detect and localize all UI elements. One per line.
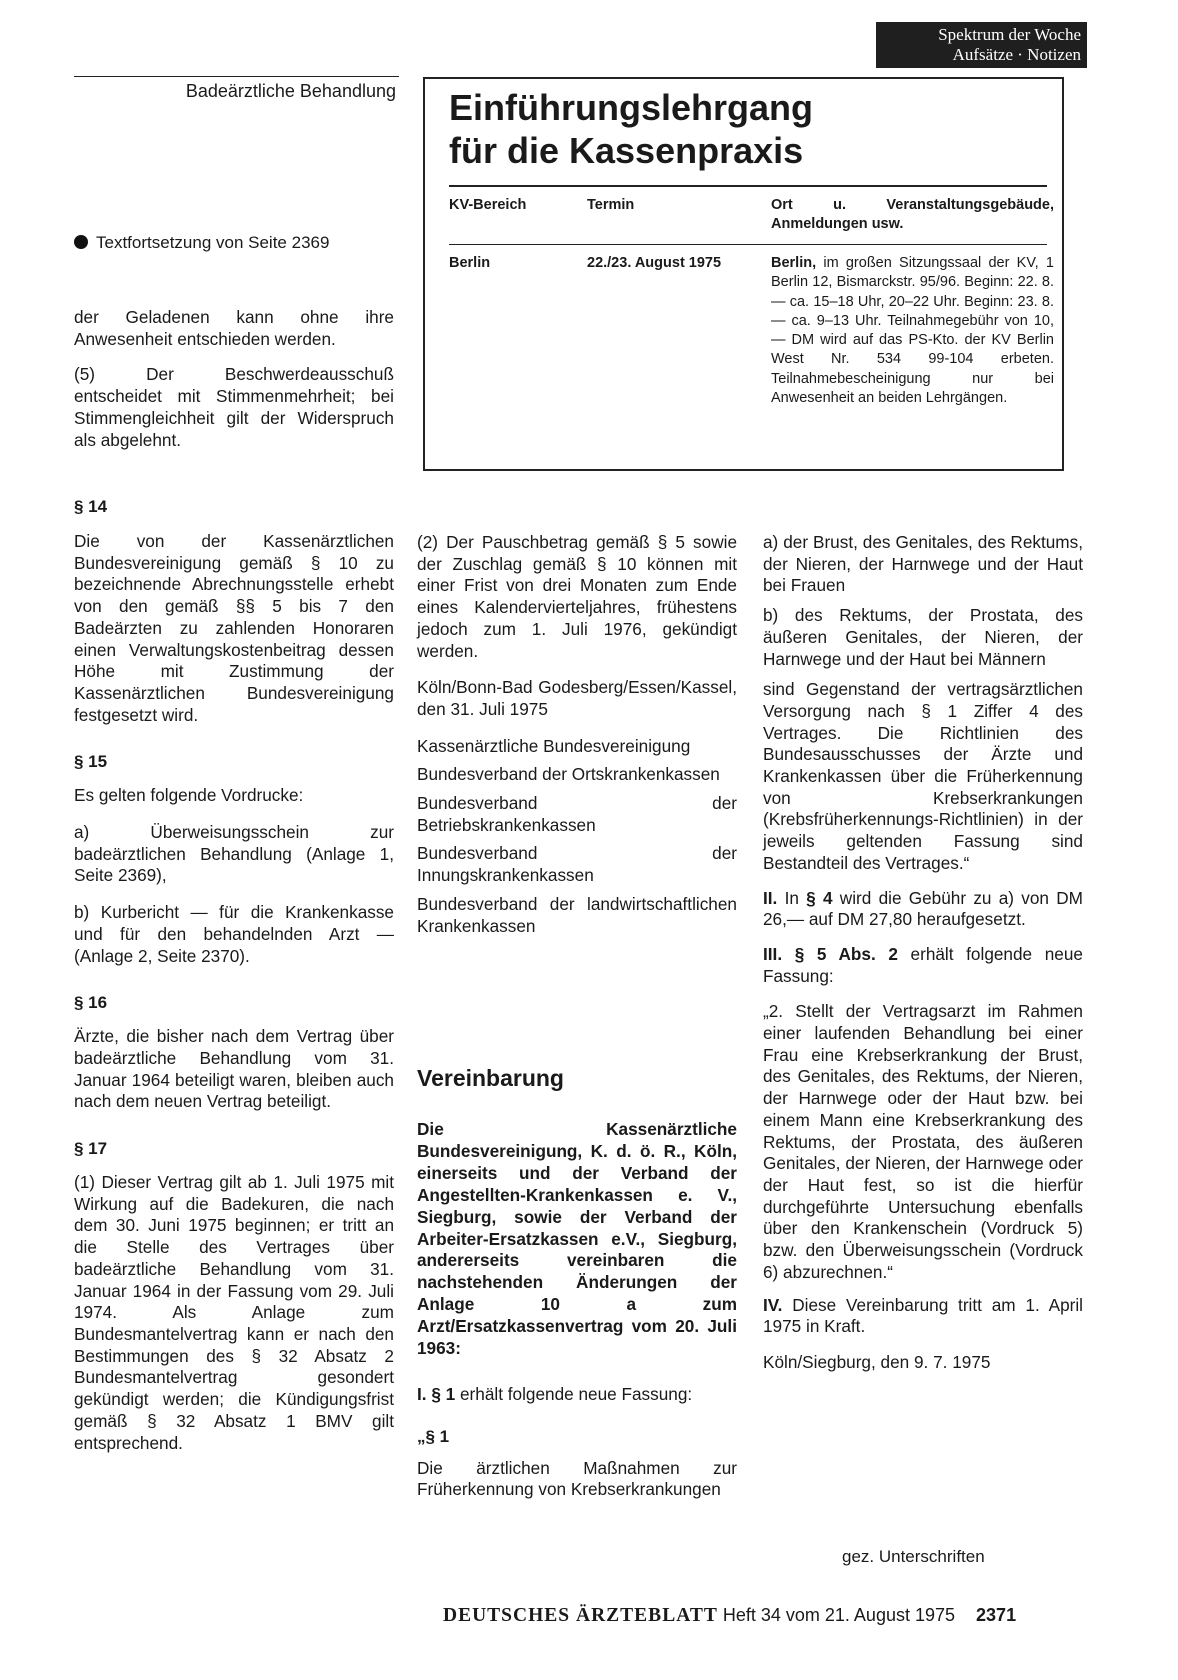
s15-intro: Es gelten folgende Vordrucke: xyxy=(74,785,304,806)
item-iii-text: erhält folgende neue Fassung: xyxy=(763,943,1083,986)
page-number: 2371 xyxy=(976,1605,1017,1625)
item-b-maenner: b) des Rektums, der Prostata, des äußeren Genitales, der Nieren, der Harnwege und der Haut bei Männern xyxy=(763,605,1083,669)
org-innungskrankenkassen: Bundesverband der Innungskrankenkassen xyxy=(417,843,737,886)
item-i-number: I. § 1 xyxy=(417,1383,456,1404)
left-para-1: der Geladenen kann ohne ihre Anwesenheit entschieden werden. xyxy=(74,307,394,349)
heading-s15: § 15 xyxy=(74,752,108,772)
heading-s16: § 16 xyxy=(74,993,108,1013)
course-title-line2: für die Kassenpraxis xyxy=(449,130,804,171)
middle-upper xyxy=(417,532,737,937)
col-head-ort: Ort u. Veranstaltungsgebäude, Anmeldungen usw. xyxy=(771,197,1054,232)
header-rule xyxy=(74,76,399,77)
page-footer xyxy=(443,1604,1093,1627)
item-i xyxy=(417,1384,737,1406)
item-ii-text: wird die Gebühr zu a) von DM 26,— auf DM 27,80 heraufgesetzt. xyxy=(763,887,1083,930)
item-iii-number: III. § 5 Abs. 2 xyxy=(763,943,898,964)
item-a-frauen: a) der Brust, des Genitales, des Rektums, der Nieren, der Harnwege und der Haut bei Frauen xyxy=(763,532,1083,596)
s16-text: Ärzte, die bisher nach dem Vertrag über badeärztliche Behandlung vom 31. Januar 1964 beteiligt waren, bleiben auch nach dem neuen Vertrag beteiligt. xyxy=(74,1026,394,1112)
middle-place-date: Köln/Bonn-Bad Godesberg/Essen/Kassel, den 31. Juli 1975 xyxy=(417,677,737,719)
box-rule-header xyxy=(449,244,1047,245)
item-iii-quote: „2. Stellt der Vertragsarzt im Rahmen einer laufenden Behandlung bei einer Frau eine Krebserkrankung der Brust, des Genitales, des Rektums, der Nieren, der Harnwege oder der Haut bzw. bei einem Mann eine Krebserkrankung des Rektums, der Prostata, des äußeren Genitales, der Nieren, der Harnwege oder der Haut fest, so ist die hierfür durchgeführte Untersuchung ebenfalls über den Krankenschein (Vordruck 5) bzw. den Überweisungsschein (Vordruck 6) abzurechnen.“ xyxy=(763,1001,1083,1282)
journal-name: DEUTSCHES ÄRZTEBLATT xyxy=(443,1605,718,1626)
middle-para-1: (2) Der Pauschbetrag gemäß § 5 sowie der Zuschlag gemäß § 10 können mit einer Frist von drei Monaten zum Ende eines Kalendervierteljahres, frühestens jedoch zum 1. Juli 1976, gekündigt werden. xyxy=(417,532,737,661)
item-i-text: erhält folgende neue Fassung: xyxy=(455,1383,693,1404)
bullet-icon xyxy=(74,235,88,249)
signature-note: gez. Unterschriften xyxy=(842,1547,985,1566)
item-ii-in: In xyxy=(777,887,807,908)
left-upper xyxy=(74,307,394,451)
s15-item-a: a) Überweisungsschein zur badeärztlichen Behandlung (Anlage 1, Seite 2369), xyxy=(74,822,394,886)
course-title-line1: Einführungslehrgang xyxy=(449,87,813,128)
row-bereich: Berlin xyxy=(449,255,491,271)
col-head-termin: Termin xyxy=(587,197,635,213)
section-tag xyxy=(876,22,1087,68)
para-gegenstand: sind Gegenstand der vertragsärztlichen Versorgung nach § 1 Ziffer 4 des Vertrages. Die Richtlinien des Bundesausschusses der Ärzte und Krankenkassen über die Früherkennung von Krebserkrankungen (Krebsfrüherkennungs-Richtlinien) in der jeweils geltenden Fassung sind Bestandteil des Vertrages.“ xyxy=(763,679,1083,873)
section-tag-line1: Spektrum der Woche xyxy=(938,25,1081,44)
left-para-2: (5) Der Beschwerdeausschuß entscheidet mit Stimmenmehrheit; bei Stimmengleichheit gilt der Widerspruch als abgelehnt. xyxy=(74,364,394,450)
item-iv-text: Diese Vereinbarung tritt am 1. April 1975 in Kraft. xyxy=(763,1294,1083,1337)
col-head-bereich: KV-Bereich xyxy=(449,197,527,213)
item-iv-number: IV. xyxy=(763,1294,783,1315)
s17-text: (1) Dieser Vertrag gilt ab 1. Juli 1975 mit Wirkung auf die Badekuren, die nach dem 30. Juni 1975 beginnen; er tritt an die Stelle des Vertrages über badeärztliche Behandlung vom 31. Januar 1964 in der Fassung vom 29. Juli 1974. Als Anlage zum Bundesmantelvertrag kann er nach den Bestimmungen des § 32 Absatz 2 Bundesmantelvertrag gesondert gekündigt werden; die Kündigungsfrist gemäß § 32 Absatz 1 BMV gilt entsprechend. xyxy=(74,1172,394,1453)
course-box-title xyxy=(449,86,1049,172)
left-lower xyxy=(74,496,394,1454)
row-ort xyxy=(771,254,1054,408)
issue-info: Heft 34 vom 21. August 1975 xyxy=(722,1605,956,1625)
section-tag-line2: Aufsätze · Notizen xyxy=(952,45,1081,64)
right-column xyxy=(763,532,1083,1374)
agreement-intro: Die Kassenärztliche Bundesvereinigung, K. d. ö. R., Köln, einerseits und der Verband der Angestellten-Krankenkassen e. V., Siegburg, sowie der Verband der Arbeiter-Ersatzkassen e.V., Siegburg, andererseits vereinbaren die nachstehenden Änderungen der Anlage 10 a zum Arzt/Ersatzkassenvertrag vom 20. Juli 1963: xyxy=(417,1119,737,1359)
row-ort-text: im großen Sitzungssaal der KV, 1 Berlin 12, Bismarckstr. 95/96. Beginn: 22. 8. — ca. 15–18 Uhr, 20–22 Uhr. Beginn: 23. 8. — ca. 9–13 Uhr. Teilnahmegebühr von 10,— DM wird auf das PS-Kto. der KV Berlin West Nr. 534 99-104 erbeten. Teilnahmebescheinigung nur bei Anwesenheit an beiden Lehrgängen. xyxy=(771,255,1054,407)
row-termin: 22./23. August 1975 xyxy=(587,255,722,271)
item-iii xyxy=(763,944,1083,987)
continuation-text: Textfortsetzung von Seite 2369 xyxy=(96,233,330,252)
heading-vereinbarung: Vereinbarung xyxy=(417,1065,564,1091)
new-s1-text: Die ärztlichen Maßnahmen zur Früherkennung von Krebserkrankungen xyxy=(417,1457,737,1500)
heading-new-s1: „§ 1 xyxy=(417,1426,450,1446)
s14-text: Die von der Kassenärztlichen Bundesvereinigung gemäß § 10 zu bezeichnende Abrechnungsstelle erhebt von den gemäß §§ 5 bis 7 den Badeärzten zu zahlenden Honoraren einen Verwaltungskostenbeitrag dessen Höhe mit Zustimmung der Kassenärztlichen Bundesvereinigung festgesetzt wird. xyxy=(74,531,394,725)
running-title: Badeärztliche Behandlung xyxy=(185,81,396,101)
item-ii-paragraph: § 4 xyxy=(806,887,833,908)
org-betriebskrankenkassen: Bundesverband der Betriebskrankenkassen xyxy=(417,793,737,835)
org-kbv: Kassenärztliche Bundesvereinigung xyxy=(417,735,691,756)
continuation-note xyxy=(74,232,396,254)
s15-item-b: b) Kurbericht — für die Krankenkasse und für den behandelnden Arzt — (Anlage 2, Seite 2370). xyxy=(74,902,394,966)
item-iv xyxy=(763,1295,1083,1338)
org-landwirtschaftliche-krankenkassen: Bundesverband der landwirtschaftlichen Krankenkassen xyxy=(417,893,737,936)
heading-s17: § 17 xyxy=(74,1139,108,1159)
signing-place-date: Köln/Siegburg, den 9. 7. 1975 xyxy=(763,1351,991,1372)
row-ort-bold: Berlin, xyxy=(771,255,817,271)
box-rule-top xyxy=(449,185,1047,187)
org-ortskrankenkassen: Bundesverband der Ortskrankenkassen xyxy=(417,764,720,785)
middle-lower xyxy=(417,1119,737,1501)
item-ii xyxy=(763,888,1083,931)
item-ii-number: II. xyxy=(763,887,778,908)
heading-s14: § 14 xyxy=(74,497,108,516)
